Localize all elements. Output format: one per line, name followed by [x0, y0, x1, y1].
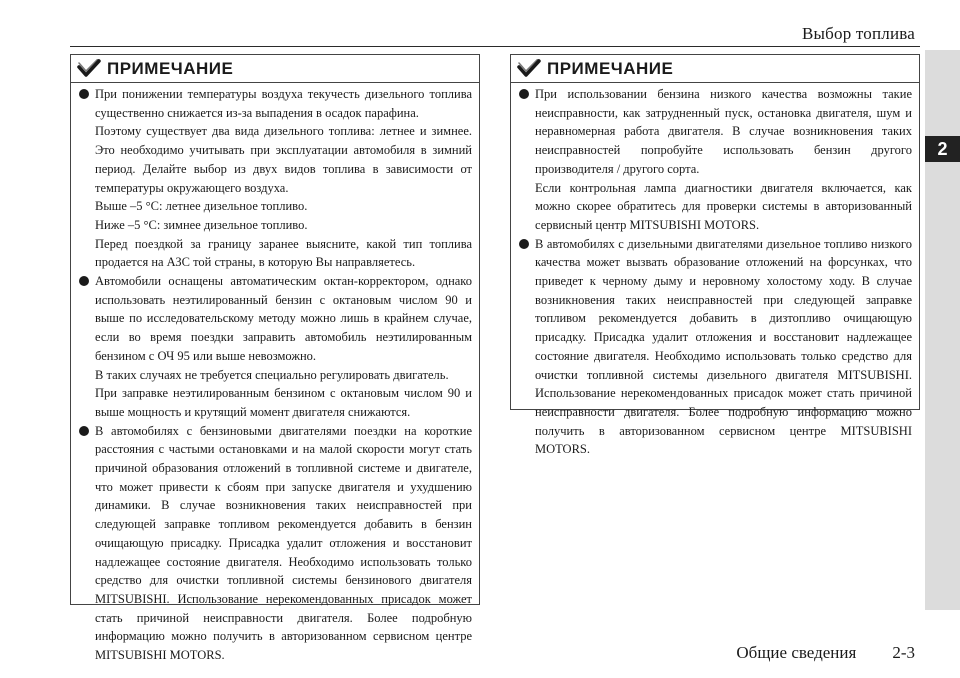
note-paragraph: Перед поездкой за границу заранее выясните, какой тип топлива продается на АЗС той страны, в которую Вы направляетесь. — [95, 236, 472, 270]
note-paragraph: При понижении температуры воздуха текучесть дизельного топлива существенно снижается из-за выпадения в осадок парафина. — [95, 87, 472, 120]
note-item — [79, 85, 472, 272]
check-note-icon — [517, 59, 541, 79]
note-item — [79, 272, 472, 422]
check-note-icon — [77, 59, 101, 79]
bullet-icon — [79, 426, 89, 436]
note-title: ПРИМЕЧАНИЕ — [107, 58, 234, 78]
note-body — [511, 83, 919, 459]
page-header-title: Выбор топлива — [802, 24, 915, 43]
page-number: 2-3 — [892, 643, 915, 662]
note-paragraph: В автомобилях с бензиновыми двигателями поездки на короткие расстояния с частыми остановками и на малой скорости могут стать причиной образования отложений в топливной системе и двигателе, что может привести к сбоям при запуске двигателя и ухудшению динамики. В случае возникновения таких неисправностей при следующей заправке топливом рекомендуется добавить в бензин очищающую присадку. Присадка удалит отложения и восстановит надлежащее состояние двигателя. Необходимо использовать только средство для очистки топливной системы бензинового двигателя MITSUBISHI. Использование нерекомендованных присадок может стать причиной неисправности двигателя. Более подробную информацию можно получить в авторизованном сервисном центре MITSUBISHI MOTORS. — [95, 423, 472, 663]
bullet-icon — [519, 89, 529, 99]
note-paragraph: Выше –5 °C: летнее дизельное топливо. — [95, 199, 308, 214]
note-paragraph: Поэтому существует два вида дизельного топлива: летнее и зимнее. Это необходимо учитывать при эксплуатации автомобиля в зимний период. Делайте выбор из двух видов топлива в зависимости от температуры окружающего воздуха. — [95, 124, 472, 195]
bullet-icon — [79, 89, 89, 99]
chapter-number: 2 — [925, 136, 960, 162]
note-box-left — [70, 54, 480, 663]
note-title: ПРИМЕЧАНИЕ — [547, 58, 674, 78]
note-header — [511, 55, 919, 83]
page-footer — [736, 643, 915, 663]
note-paragraph: В автомобилях с дизельными двигателями дизельное топливо низкого качества может вызвать образование отложений на форсунках, что приведет к черному дыму и неровному холостому ходу. В случае возникновения таких неисправностей при следующей заправке топливом рекомендуется добавить в дизтопливо очищающую присадку. Присадка удалит отложения и восстановит надлежащее состояние двигателя. Необходимо использовать только средство для очистки топливной системы дизельного двигателя MITSUBISHI. Использование нерекомендованных присадок может стать причиной неисправности двигателя. Более подробную информацию можно получить в авторизованном сервисном центре MITSUBISHI MOTORS. — [535, 236, 912, 457]
note-paragraph: При заправке неэтилированным бензином с октановым числом 90 и выше мощность и крутящий момент двигателя снижаются. — [95, 386, 472, 419]
note-header — [71, 55, 479, 83]
bullet-icon — [79, 276, 89, 286]
note-item — [79, 422, 472, 665]
note-item — [519, 235, 912, 459]
note-paragraph: Автомобили оснащены автоматическим октан-корректором, однако использовать неэтилированный бензин с октановым числом 90 и выше по исследовательскому методу можно лишь в крайнем случае, если во время поездки заправить автомобиль неэтилированным бензином с ОЧ 95 или выше невозможно. — [95, 274, 472, 363]
note-body — [71, 83, 479, 665]
note-box-right — [510, 54, 920, 457]
bullet-icon — [519, 239, 529, 249]
note-paragraph: Если контрольная лампа диагностики двигателя включается, как можно скорее обратитесь для проверки системы в авторизованный сервисный центр MITSUBISHI MOTORS. — [535, 180, 912, 232]
note-paragraph: Ниже –5 °C: зимнее дизельное топливо. — [95, 217, 308, 232]
note-item — [519, 85, 912, 235]
note-paragraph: При использовании бензина низкого качества возможны такие неисправности, как затрудненный пуск, остановка двигателя, шум и неравномерная работа двигателя. В случае возникновения таких неисправностей попробуйте использовать бензин другого производителя / другого сорта. — [535, 87, 912, 176]
footer-section-name: Общие сведения — [736, 643, 857, 662]
header-divider — [70, 46, 920, 47]
chapter-side-tab — [925, 50, 960, 610]
note-paragraph: В таких случаях не требуется специально регулировать двигатель. — [95, 367, 449, 382]
